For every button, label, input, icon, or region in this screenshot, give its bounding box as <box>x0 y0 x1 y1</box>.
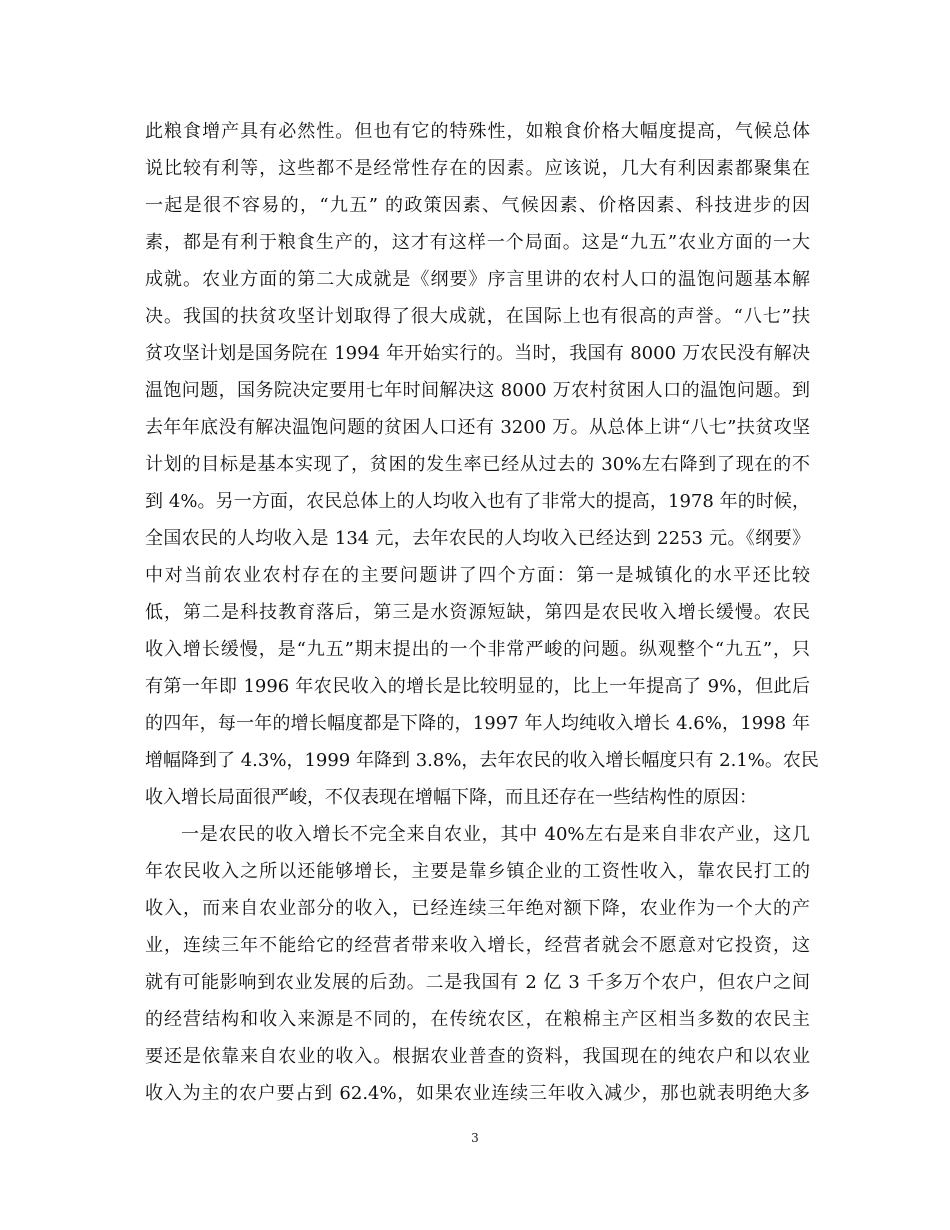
text-line: 决。我国的扶贫攻坚计划取得了很大成就，在国际上也有很高的声誉。“八七”扶 <box>145 306 810 327</box>
text-line: 要还是依靠来自农业的收入。根据农业普查的资料，我国现在的纯农户和以农业 <box>145 1046 810 1067</box>
text-line: 温饱问题，国务院决定要用七年时间解决这 8000 万农村贫困人口的温饱问题。到 <box>145 380 810 401</box>
text-line: 到 4%。另一方面，农民总体上的人均收入也有了非常大的提高，1978 年的时候， <box>145 491 810 512</box>
text-line: 此粮食增产具有必然性。但也有它的特殊性，如粮食价格大幅度提高，气候总体 <box>145 121 810 142</box>
text-line: 就有可能影响到农业发展的后劲。二是我国有 2 亿 3 千多万个农户，但农户之间 <box>145 972 810 993</box>
text-line: 收入增长缓慢，是“九五”期末提出的一个非常严峻的问题。纵观整个“九五”，只 <box>145 639 810 660</box>
text-line: 收入增长局面很严峻，不仅表现在增幅下降，而且还存在一些结构性的原因： <box>145 787 757 808</box>
text-line: 业，连续三年不能给它的经营者带来收入增长，经营者就会不愿意对它投资，这 <box>145 935 810 956</box>
text-line: 有第一年即 1996 年农民收入的增长是比较明显的，比上一年提高了 9%，但此后 <box>145 676 810 697</box>
text-line: 计划的目标是基本实现了，贫困的发生率已经从过去的 30%左右降到了现在的不 <box>145 454 810 475</box>
page-number: 3 <box>471 1131 479 1145</box>
text-line: 成就。农业方面的第二大成就是《纲要》序言里讲的农村人口的温饱问题基本解 <box>145 269 810 290</box>
text-line: 收入，而来自农业部分的收入，已经连续三年绝对额下降，农业作为一个大的产 <box>145 898 810 919</box>
text-line: 低，第二是科技教育落后，第三是水资源短缺，第四是农民收入增长缓慢。农民 <box>145 602 810 623</box>
text-line: 一起是很不容易的，“九五” 的政策因素、气候因素、价格因素、科技进步的因 <box>145 195 810 216</box>
text-line: 一是农民的收入增长不完全来自农业，其中 40%左右是来自非农产业，这几 <box>181 824 810 845</box>
text-line: 的四年，每一年的增长幅度都是下降的，1997 年人均纯收入增长 4.6%，1998 年 <box>145 713 810 734</box>
text-line: 贫攻坚计划是国务院在 1994 年开始实行的。当时，我国有 8000 万农民没有解决 <box>145 343 810 364</box>
text-line: 说比较有利等，这些都不是经常性存在的因素。应该说，几大有利因素都聚集在 <box>145 158 810 179</box>
text-line: 素，都是有利于粮食生产的，这才有这样一个局面。这是“九五”农业方面的一大 <box>145 232 810 253</box>
text-line: 去年年底没有解决温饱问题的贫困人口还有 3200 万。从总体上讲“八七”扶贫攻坚 <box>145 417 810 438</box>
body-text <box>145 113 819 1112</box>
text-line: 中对当前农业农村存在的主要问题讲了四个方面：第一是城镇化的水平还比较 <box>145 565 810 586</box>
text-line: 全国农民的人均收入是 134 元，去年农民的人均收入已经达到 2253 元。《纲要》 <box>145 528 810 549</box>
text-line: 的经营结构和收入来源是不同的，在传统农区，在粮棉主产区相当多数的农民主 <box>145 1009 810 1030</box>
text-line: 年农民收入之所以还能够增长，主要是靠乡镇企业的工资性收入，靠农民打工的 <box>145 861 810 882</box>
text-line: 收入为主的农户要占到 62.4%，如果农业连续三年收入减少，那也就表明绝大多 <box>145 1083 810 1104</box>
text-line: 增幅降到了 4.3%，1999 年降到 3.8%，去年农民的收入增长幅度只有 2.1%。农民 <box>145 750 819 771</box>
